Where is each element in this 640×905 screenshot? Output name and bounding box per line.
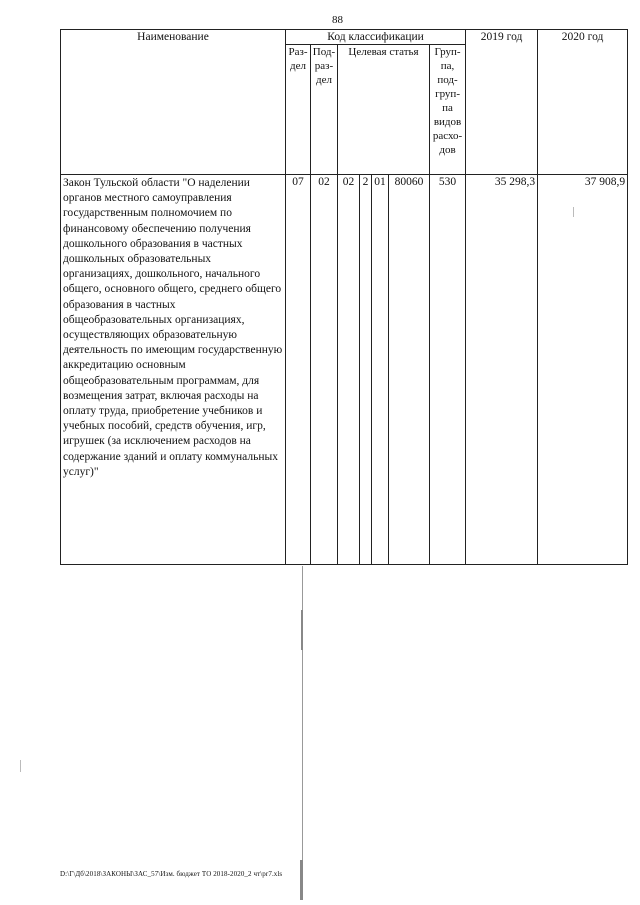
header-razdel: Раз- дел (286, 45, 311, 175)
row-cs3: 01 (372, 175, 389, 565)
row-value-2020: 37 908,9 (538, 175, 628, 565)
row-cs2: 2 (360, 175, 372, 565)
budget-table (60, 29, 628, 565)
scan-mark (573, 207, 574, 217)
row-value-2019: 35 298,3 (466, 175, 538, 565)
header-year-2020: 2020 год (538, 30, 628, 175)
footer-file-path: D:\Г\Дб\2018\ЗАКОНЫ\ЗАС_57\Изм. бюджет ТО 2018-2020_2 чт\pr7.xls (60, 870, 283, 878)
row-podrazdel: 02 (311, 175, 338, 565)
header-row (61, 30, 628, 45)
header-classification: Код классификации (286, 30, 466, 45)
scan-mark (20, 760, 21, 772)
page-number: 88 (332, 14, 343, 26)
row-cs4: 80060 (389, 175, 430, 565)
row-cs1: 02 (338, 175, 360, 565)
table-row (61, 175, 628, 565)
row-razdel: 07 (286, 175, 311, 565)
header-name: Наименование (61, 30, 286, 175)
header-year-2019: 2019 год (466, 30, 538, 175)
header-celevaya-statya: Целевая статья (338, 45, 430, 175)
scan-mark (301, 610, 303, 650)
row-description: Закон Тульской области "О наделении органов местного самоуправления государственным полномочием по финансовому обеспечению получения дошкольного образования в частных дошкольных образовательных организациях, дошкольного, начального общего, основного общего, среднего общего образования в частных общеобразовательных организациях, осуществляющих образовательную деятельность по имеющим государственную аккредитацию основным общеобразовательным программам, для возмещения затрат, включая расходы на оплату труда, приобретение учебников и учебных пособий, средств обучения, игр, игрушек (за исключением расходов на содержание зданий и оплату коммунальных услуг)" (61, 175, 286, 565)
scan-mark (300, 860, 303, 900)
header-podrazdel: Под- раз- дел (311, 45, 338, 175)
header-gruppa: Груп- па, под- груп- па видов расхо- дов (430, 45, 466, 175)
row-gruppa: 530 (430, 175, 466, 565)
